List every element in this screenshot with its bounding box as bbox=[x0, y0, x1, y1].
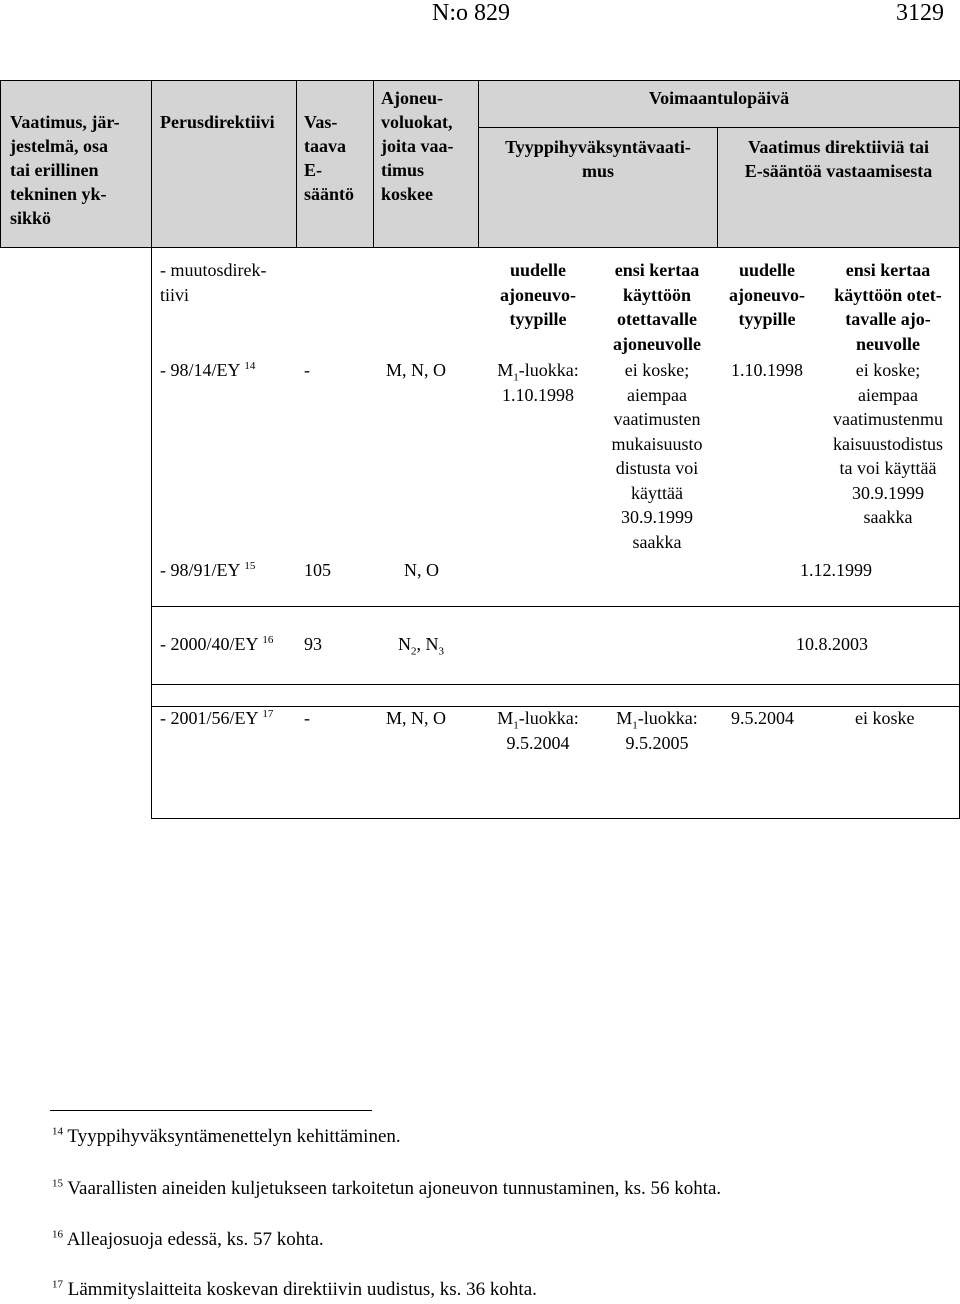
row1-e-rule: - bbox=[304, 360, 310, 380]
header-voimaantulo-text: Voimaantulopäivä bbox=[648, 88, 790, 108]
subheader-muutos: - muutosdirek- tiivi bbox=[160, 260, 267, 305]
row3-e-rule: 93 bbox=[304, 634, 322, 654]
row-divider-1 bbox=[151, 606, 960, 607]
row1-classes: M, N, O bbox=[386, 360, 447, 380]
row2-directive: - 98/91/EY $^{15}$ bbox=[160, 560, 256, 580]
header-vastaava-text: Vas- taava E- sääntö bbox=[304, 112, 355, 204]
row4-directive: - 2001/56/EY $^{17}$ bbox=[160, 708, 274, 728]
subheader-ensi-1: ensi kertaa käyttöön otettavalle ajoneuvolle bbox=[613, 260, 701, 354]
row4-type-new: $M_1$-luokka: 9.5.2004 bbox=[497, 708, 579, 753]
table-bottom-border bbox=[151, 818, 960, 819]
row2-date: 1.12.1999 bbox=[800, 560, 872, 580]
row4-comp-new: 9.5.2004 bbox=[731, 708, 794, 728]
row3-date: 10.8.2003 bbox=[796, 634, 868, 654]
footnote-14: $^{14}$ Tyyppihyväksyntämenettelyn kehittäminen. bbox=[52, 1125, 401, 1147]
footnote-16: $^{16}$ Alleajosuoja edessä, ks. 57 kohta. bbox=[52, 1228, 324, 1250]
row1-type-first: ei koske; aiempaa vaatimusten mukaisuusto distusta voi käyttää 30.9.1999 saakka bbox=[611, 360, 703, 552]
header-cell-perusdirektiivi bbox=[151, 80, 297, 248]
subheader-uudelle-1: uudelle ajoneuvo- tyypille bbox=[500, 260, 576, 329]
header-vaatimus-text: Vaatimus, jär- jestelmä, osa tai erillinen tekninen yk- sikkö bbox=[10, 112, 120, 228]
page-header-right: 3129 bbox=[896, 0, 944, 26]
page-header-left: N:o 829 bbox=[432, 0, 510, 26]
table-left-border bbox=[151, 248, 152, 819]
header-perusdirektiivi-text: Perusdirektiivi bbox=[160, 112, 275, 132]
subheader-uudelle-2: uudelle ajoneuvo- tyypille bbox=[729, 260, 805, 329]
row2-classes: N, O bbox=[404, 560, 439, 580]
row4-type-first: $M_1$-luokka: 9.5.2005 bbox=[616, 708, 698, 753]
footnote-separator bbox=[50, 1110, 372, 1111]
row4-classes: M, N, O bbox=[386, 708, 447, 728]
row3-directive: - 2000/40/EY $^{16}$ bbox=[160, 634, 274, 654]
row-divider-2 bbox=[151, 684, 960, 685]
footnote-17: $^{17}$ Lämmityslaitteita koskevan direktiivin uudistus, ks. 36 kohta. bbox=[52, 1278, 537, 1300]
row3-classes: $N_2$, $N_3$ bbox=[398, 634, 444, 658]
row1-directive: - 98/14/EY $^{14}$ bbox=[160, 360, 256, 380]
subheader-ensi-2: ensi kertaa käyttöön otet- tavalle ajo- neuvolle bbox=[834, 260, 942, 354]
footnote-15: $^{15}$ Vaarallisten aineiden kuljetukseen tarkoitetun ajoneuvon tunnustaminen, ks. 56 kohta. bbox=[52, 1177, 722, 1199]
header-ajoneuvoluokat-text: Ajoneu- voluokat, joita vaa- timus koskee bbox=[381, 88, 454, 204]
row4-e-rule: - bbox=[304, 708, 310, 728]
row1-comp-new: 1.10.1998 bbox=[731, 360, 803, 380]
header-vaatimus-direktiivia-text: Vaatimus direktiiviä tai E-sääntöä vastaamisesta bbox=[744, 137, 933, 181]
row1-type-new: $M_1$-luokka: 1.10.1998 bbox=[497, 360, 579, 405]
row1-comp-first: ei koske; aiempaa vaatimustenmu kaisuustodistus ta voi käyttää 30.9.1999 saakka bbox=[832, 360, 943, 527]
row2-e-rule: 105 bbox=[304, 560, 331, 580]
header-tyyppi-text: Tyyppihyväksyntävaati- mus bbox=[505, 137, 691, 181]
row4-comp-first: ei koske bbox=[855, 708, 915, 728]
